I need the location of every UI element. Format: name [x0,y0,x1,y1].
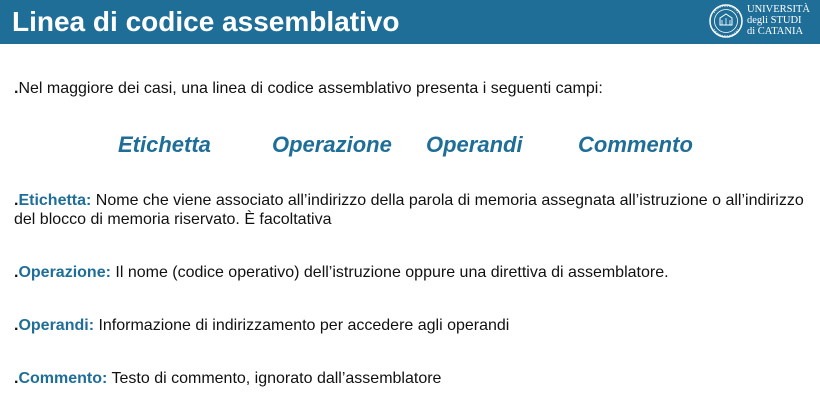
title-bar [0,0,820,44]
definition-operazione [14,263,814,282]
definition-etichetta [14,191,814,229]
field-etichetta: Etichetta [118,132,211,157]
field-operandi: Operandi [426,132,523,157]
bullet: . [14,317,19,334]
logo-line: degli STUDI [747,15,802,26]
definition-text: Testo di commento, ignorato dall’assemblatore [107,370,442,387]
bullet: . [14,192,19,209]
slide-title: Linea di codice assemblativo [12,6,400,37]
intro-text: Nel maggiore dei casi, una linea di codice assemblativo presenta i seguenti campi: [18,80,603,97]
definition-text: Il nome (codice operativo) dell’istruzione oppure una direttiva di assemblatore. [110,264,669,281]
definition-text: Nome che viene associato all’indirizzo della parola di memoria assegnata all’istruzione o all’indirizzo del blocco di memoria riservato. È facoltativa [14,192,804,228]
definition-operandi [14,316,814,335]
logo-line: di CATANIA [747,26,804,37]
bullet: . [14,370,19,387]
definition-term: Operazione: [18,264,111,281]
definition-commento [14,369,814,388]
intro-line [14,80,603,98]
logo-line: UNIVERSITÀ [747,4,810,15]
field-commento: Commento [578,132,693,157]
university-seal-icon [708,1,744,41]
definition-term: Operandi: [18,317,95,334]
field-list [0,132,820,162]
definition-term: Commento: [18,370,108,387]
logo-text [747,4,810,37]
definition-term: Etichetta: [18,192,92,209]
field-operazione: Operazione [272,132,392,157]
bullet: . [14,80,19,97]
definition-text: Informazione di indirizzamento per accedere agli operandi [94,317,510,334]
university-logo [708,1,820,43]
bullet: . [14,264,19,281]
